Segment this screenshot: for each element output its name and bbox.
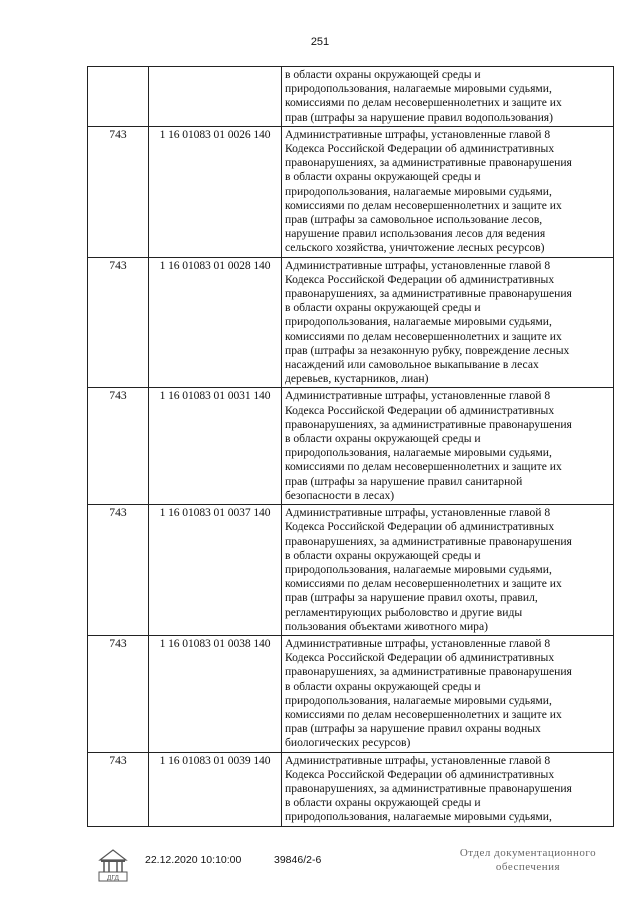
table-cell-admin-code: 743 [88,505,149,636]
description-line: Административные штрафы, установленные главой 8 [285,389,551,403]
description-line: правонарушениях, за административные правонарушения [285,534,572,548]
description-line: биологических ресурсов) [285,736,411,750]
description-line: комиссиями по делам несовершеннолетних и защите их [285,577,562,591]
description-line: правонарушениях, за административные правонарушения [285,287,572,301]
description-line: Административные штрафы, установленные главой 8 [285,127,551,141]
table-row [88,752,614,826]
description-line: Административные штрафы, установленные главой 8 [285,506,551,520]
description-line: Кодекса Российской Федерации об административных [285,520,555,534]
table-cell-kbk-code: 1 16 01083 01 0038 140 [149,635,282,752]
description-line: деревьев, кустарников, лиан) [285,372,429,386]
description-line: Административные штрафы, установленные главой 8 [285,258,551,272]
description-line: прав (штрафы за самовольное использование лесов, [285,213,543,227]
footer-doc-number: 39846/2-6 [274,854,322,866]
table-cell-description [282,505,614,636]
description-line: правонарушениях, за административные правонарушения [285,417,572,431]
table-cell-kbk-code: 1 16 01083 01 0039 140 [149,752,282,826]
description-line: безопасности в лесах) [285,488,395,502]
table-cell-admin-code: 743 [88,126,149,257]
description-line: в области охраны окружающей среды и [285,548,481,562]
table-cell-kbk-code: 1 16 01083 01 0028 140 [149,257,282,388]
description-line: в области охраны окружающей среды и [285,679,481,693]
page-footer [0,846,640,886]
table-cell-description [282,126,614,257]
description-line: в области охраны окружающей среды и [285,432,481,446]
description-line: прав (штрафы за нарушение правил водопользования) [285,110,553,124]
description-line: в области охраны окружающей среды и [285,68,481,81]
table-cell-admin-code [88,67,149,127]
table-cell-description [282,388,614,505]
table-cell-kbk-code [149,67,282,127]
description-line: Кодекса Российской Федерации об административных [285,272,555,286]
description-line: Кодекса Российской Федерации об административных [285,142,555,156]
description-line: природопользования, налагаемые мировыми судьями, [285,82,552,96]
table-row [88,505,614,636]
table-cell-admin-code: 743 [88,388,149,505]
stamp-line: Отдел документационного [459,847,597,859]
description-line: Административные штрафы, установленные главой 8 [285,753,551,767]
table-cell-description [282,752,614,826]
description-line: прав (штрафы за нарушение правил охраны водных [285,722,541,736]
description-line: регламентирующих рыболовство и другие виды [285,605,523,619]
department-stamp [448,846,608,874]
description-line: в области охраны окружающей среды и [285,170,481,184]
description-line: природопользования, налагаемые мировыми судьями, [285,315,552,329]
footer-date: 22.12.2020 10:10:00 [145,854,242,866]
description-line: природопользования, налагаемые мировыми судьями, [285,810,552,824]
table-cell-description [282,67,614,127]
description-line: Кодекса Российской Федерации об административных [285,651,555,665]
description-line: в области охраны окружающей среды и [285,301,481,315]
description-line: комиссиями по делам несовершеннолетних и защите их [285,96,562,110]
table-cell-kbk-code: 1 16 01083 01 0031 140 [149,388,282,505]
description-line: нарушение правил использования лесов для ведения [285,227,546,241]
description-line: Кодекса Российской Федерации об административных [285,767,555,781]
table-cell-kbk-code: 1 16 01083 01 0037 140 [149,505,282,636]
table-row [88,67,614,127]
description-line: правонарушениях, за административные правонарушения [285,781,572,795]
description-line: природопользования, налагаемые мировыми судьями, [285,184,552,198]
stamp-line: обеспечения [495,861,561,873]
description-line: правонарушениях, за административные правонарушения [285,665,572,679]
description-line: комиссиями по делам несовершеннолетних и защите их [285,329,562,343]
description-line: сельского хозяйства, уничтожение лесных ресурсов) [285,241,545,255]
table-cell-admin-code: 743 [88,752,149,826]
description-line: в области охраны окружающей среды и [285,796,481,810]
table-row [88,257,614,388]
description-line: прав (штрафы за незаконную рубку, повреждение лесных [285,343,570,357]
table-cell-admin-code: 743 [88,257,149,388]
codes-table [87,66,614,827]
table-cell-admin-code: 743 [88,635,149,752]
description-line: комиссиями по делам несовершеннолетних и защите их [285,707,562,721]
description-line: природопользования, налагаемые мировыми судьями, [285,693,552,707]
page-number: 251 [310,36,330,48]
table-row [88,388,614,505]
description-line: прав (штрафы за нарушение правил охоты, правил, [285,591,538,605]
description-line: пользования объектами животного мира) [285,619,488,633]
description-line: природопользования, налагаемые мировыми судьями, [285,446,552,460]
description-line: Административные штрафы, установленные главой 8 [285,636,551,650]
description-line: насаждений или самовольное выкапывание в лесах [285,358,539,372]
building-logo-icon [96,846,130,882]
description-line: прав (штрафы за нарушение правил санитарной [285,474,523,488]
description-line: правонарушениях, за административные правонарушения [285,156,572,170]
description-line: комиссиями по делам несовершеннолетних и защите их [285,460,562,474]
table-row [88,126,614,257]
description-line: Кодекса Российской Федерации об административных [285,403,555,417]
table-cell-description [282,635,614,752]
description-line: природопользования, налагаемые мировыми судьями, [285,562,552,576]
description-line: комиссиями по делам несовершеннолетних и защите их [285,198,562,212]
logo-text: ДГД [107,874,119,882]
table-cell-description [282,257,614,388]
table-row [88,635,614,752]
table-cell-kbk-code: 1 16 01083 01 0026 140 [149,126,282,257]
